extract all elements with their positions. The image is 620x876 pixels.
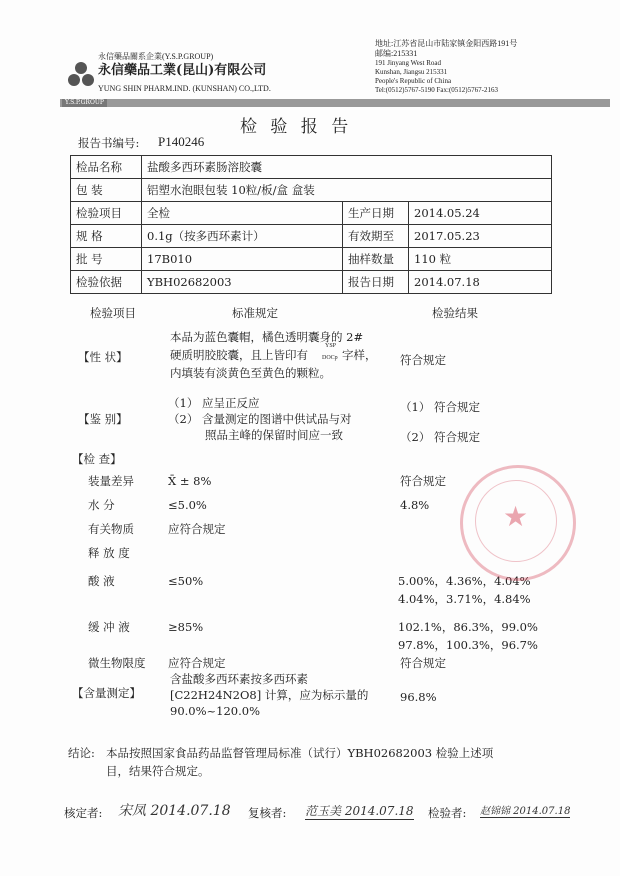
check-item-std: 应符合规定 [168,656,226,670]
item: 全检 [142,202,343,225]
appearance-label: 【性 状】 [78,350,128,364]
identification-result: （1） 符合规定 [400,400,480,414]
company-logo [68,60,94,92]
check-item-result: 97.8%，100.3%，96.7% [398,638,538,652]
header-band [60,99,610,107]
exp-label: 有效期至 [343,225,409,248]
report-date-label: 报告日期 [343,271,409,294]
col-standard: 标准规定 [232,306,278,320]
conclusion-text: 目，结果符合规定。 [106,764,210,778]
group-name: 永信藥品關系企業(Y.S.P.GROUP) [98,52,214,61]
zip-cn: 邮编:215331 [375,49,418,58]
company-name-cn: 永信藥品工業(昆山)有限公司 [98,63,267,78]
check-item-result: 符合规定 [400,656,446,670]
appearance-std: 硬质明胶胶囊，且上皆印有 [170,348,308,362]
product-name: 盐酸多西环素肠溶胶囊 [142,156,552,179]
basis-label: 检验依据 [71,271,142,294]
check-item-label: 酸 液 [88,574,115,588]
check-item-std: 应符合规定 [168,522,226,536]
check-label: 【检 查】 [72,452,122,466]
batch: 17B010 [142,248,343,271]
batch-label: 批 号 [71,248,142,271]
assay-std: 含盐酸多西环素按多西环素 [170,672,308,686]
inspector-label: 检验者: [428,806,467,820]
check-item-std: ≤5.0% [168,498,207,512]
company-seal: ★ [460,465,576,581]
spec-label: 规 格 [71,225,142,248]
assay-std: [C22H24N2O8] 计算，应为标示量的 [170,688,369,702]
report-date: 2014.07.18 [409,271,552,294]
imprint-top: YSP [325,343,337,349]
check-item-result: 符合规定 [400,474,446,488]
company-name-en: YUNG SHIN PHARM.IND. (KUNSHAN) CO.,LTD. [98,84,271,93]
assay-result: 96.8% [400,690,437,704]
identification-std: 照品主峰的保留时间应一致 [205,428,343,442]
check-item-result: 102.1%，86.3%，99.0% [398,620,538,634]
mfg-date: 2014.05.24 [409,202,552,225]
check-item-std: ≤50% [168,574,204,588]
assay-std: 90.0%~120.0% [170,704,261,718]
approver-signature: 宋凤 2014.07.18 [118,803,231,819]
appearance-std: 内填装有淡黄色至黄色的颗粒。 [170,366,331,380]
package: 铝塑水泡眼包装 10粒/板/盒 盒装 [142,179,552,202]
imprint-bottom: DOCp [322,355,338,361]
address-en-line: 191 Jinyang West Road [375,59,441,67]
approver-label: 核定者: [64,806,103,820]
check-item-result: 5.00%，4.36%，4.04% [398,574,531,588]
reviewer-signature: 范玉美 2014.07.18 [305,804,414,818]
band-label: Y.S.P.GROUP [62,99,107,107]
conclusion-text: 本品按照国家食品药品监督管理局标准（试行）YBH02682003 检验上述项 [106,746,494,760]
check-item-label: 缓 冲 液 [88,620,130,634]
mfg-label: 生产日期 [343,202,409,225]
contact-line: Tel:(0512)5767-5190 Fax:(0512)5767-2163 [375,86,498,94]
check-item-label: 有关物质 [88,522,134,536]
check-item-label: 释 放 度 [88,546,130,560]
address-en-line: Kunshan, Jiangsu 215331 [375,68,448,76]
product-label: 检品名称 [71,156,142,179]
check-item-label: 水 分 [88,498,115,512]
inspector-signature: 赵锦锦 2014.07.18 [480,802,570,818]
sample-label: 抽样数量 [343,248,409,271]
reviewer-label: 复核者: [248,806,287,820]
address-cn: 地址:江苏省昆山市陆家镇金阳西路191号 [375,39,518,48]
identification-result: （2） 符合规定 [400,430,480,444]
check-item-std: X̄ ± 8% [168,474,212,488]
info-table [70,155,552,294]
identification-std: （1） 应呈正反应 [168,396,260,410]
appearance-std: 字样， [342,348,377,362]
package-label: 包 装 [71,179,142,202]
sample: 110 粒 [409,248,552,271]
identification-std: （2） 含量测定的图谱中供试品与对 [168,412,352,426]
identification-label: 【鉴 别】 [78,412,128,426]
item-label: 检验项目 [71,202,142,225]
page-title: 检 验 报 告 [240,117,353,137]
basis: YBH02682003 [142,271,343,294]
check-item-std: ≥85% [168,620,204,634]
spec: 0.1g（按多西环素计） [142,225,343,248]
appearance-std: 本品为蓝色囊帽，橘色透明囊身的 2# [170,330,364,344]
col-result: 检验结果 [432,306,478,320]
report-no-label: 报告书编号: [78,136,140,150]
assay-label: 【含量测定】 [72,686,141,700]
address-en-line: People's Republic of China [375,77,452,85]
check-item-result: 4.8% [400,498,430,512]
col-item: 检验项目 [90,306,136,320]
conclusion-label: 结论: [68,746,95,760]
check-item-result: 4.04%，3.71%，4.84% [398,592,531,606]
exp-date: 2017.05.23 [409,225,552,248]
check-item-label: 装量差异 [88,474,134,488]
appearance-result: 符合规定 [400,353,446,367]
report-no: P140246 [158,134,205,149]
check-item-label: 微生物限度 [88,656,146,670]
